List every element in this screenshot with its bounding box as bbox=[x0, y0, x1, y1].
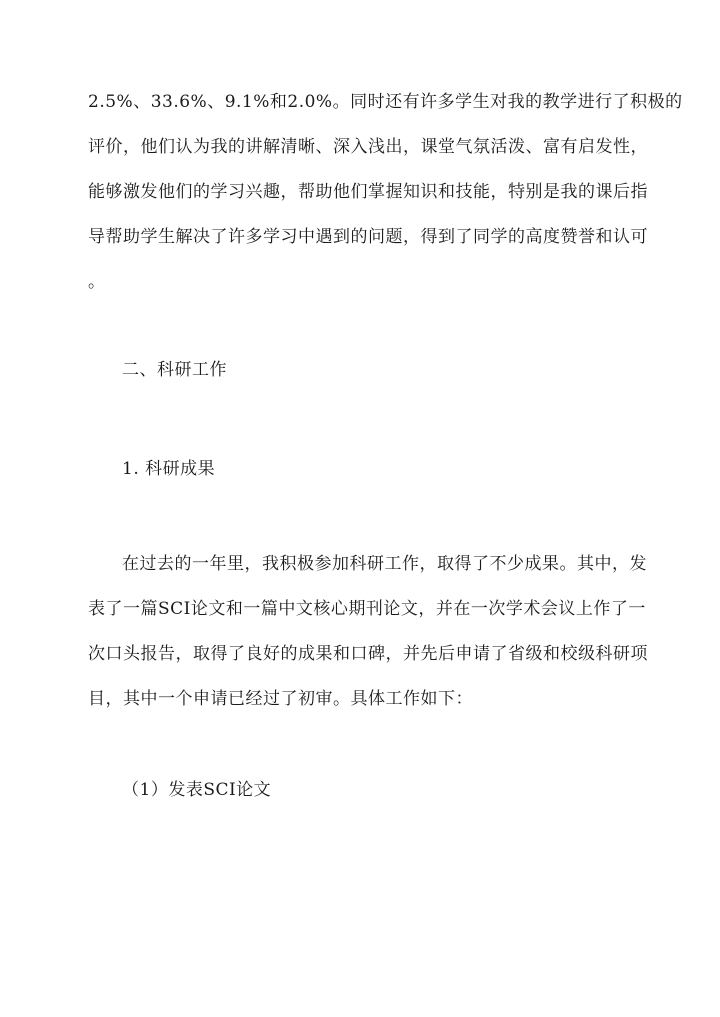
paragraph-line: 2.5%、33.6%、9.1%和2.0%。同时还有许多学生对我的教学进行了积极的 bbox=[88, 92, 683, 112]
section-heading: 二、科研工作 bbox=[122, 360, 227, 380]
paragraph-line: 目，其中一个申请已经过了初审。具体工作如下： bbox=[88, 689, 473, 709]
paragraph-line: 能够激发他们的学习兴趣，帮助他们掌握知识和技能，特别是我的课后指 bbox=[88, 182, 648, 202]
paragraph-line: 在过去的一年里，我积极参加科研工作，取得了不少成果。其中，发 bbox=[122, 554, 647, 574]
paragraph-line: 表了一篇SCI论文和一篇中文核心期刊论文，并在一次学术会议上作了一 bbox=[88, 599, 646, 619]
paragraph-line: 次口头报告，取得了良好的成果和口碑，并先后申请了省级和校级科研项 bbox=[88, 644, 648, 664]
paragraph-line: 导帮助学生解决了许多学习中遇到的问题，得到了同学的高度赞誉和认可 bbox=[88, 227, 648, 247]
paragraph-line: 。 bbox=[88, 272, 106, 292]
subsection-heading: 1. 科研成果 bbox=[122, 459, 216, 479]
item-heading: （1）发表SCI论文 bbox=[122, 780, 272, 800]
paragraph-line: 评价，他们认为我的讲解清晰、深入浅出，课堂气氛活泼、富有启发性， bbox=[88, 137, 648, 157]
